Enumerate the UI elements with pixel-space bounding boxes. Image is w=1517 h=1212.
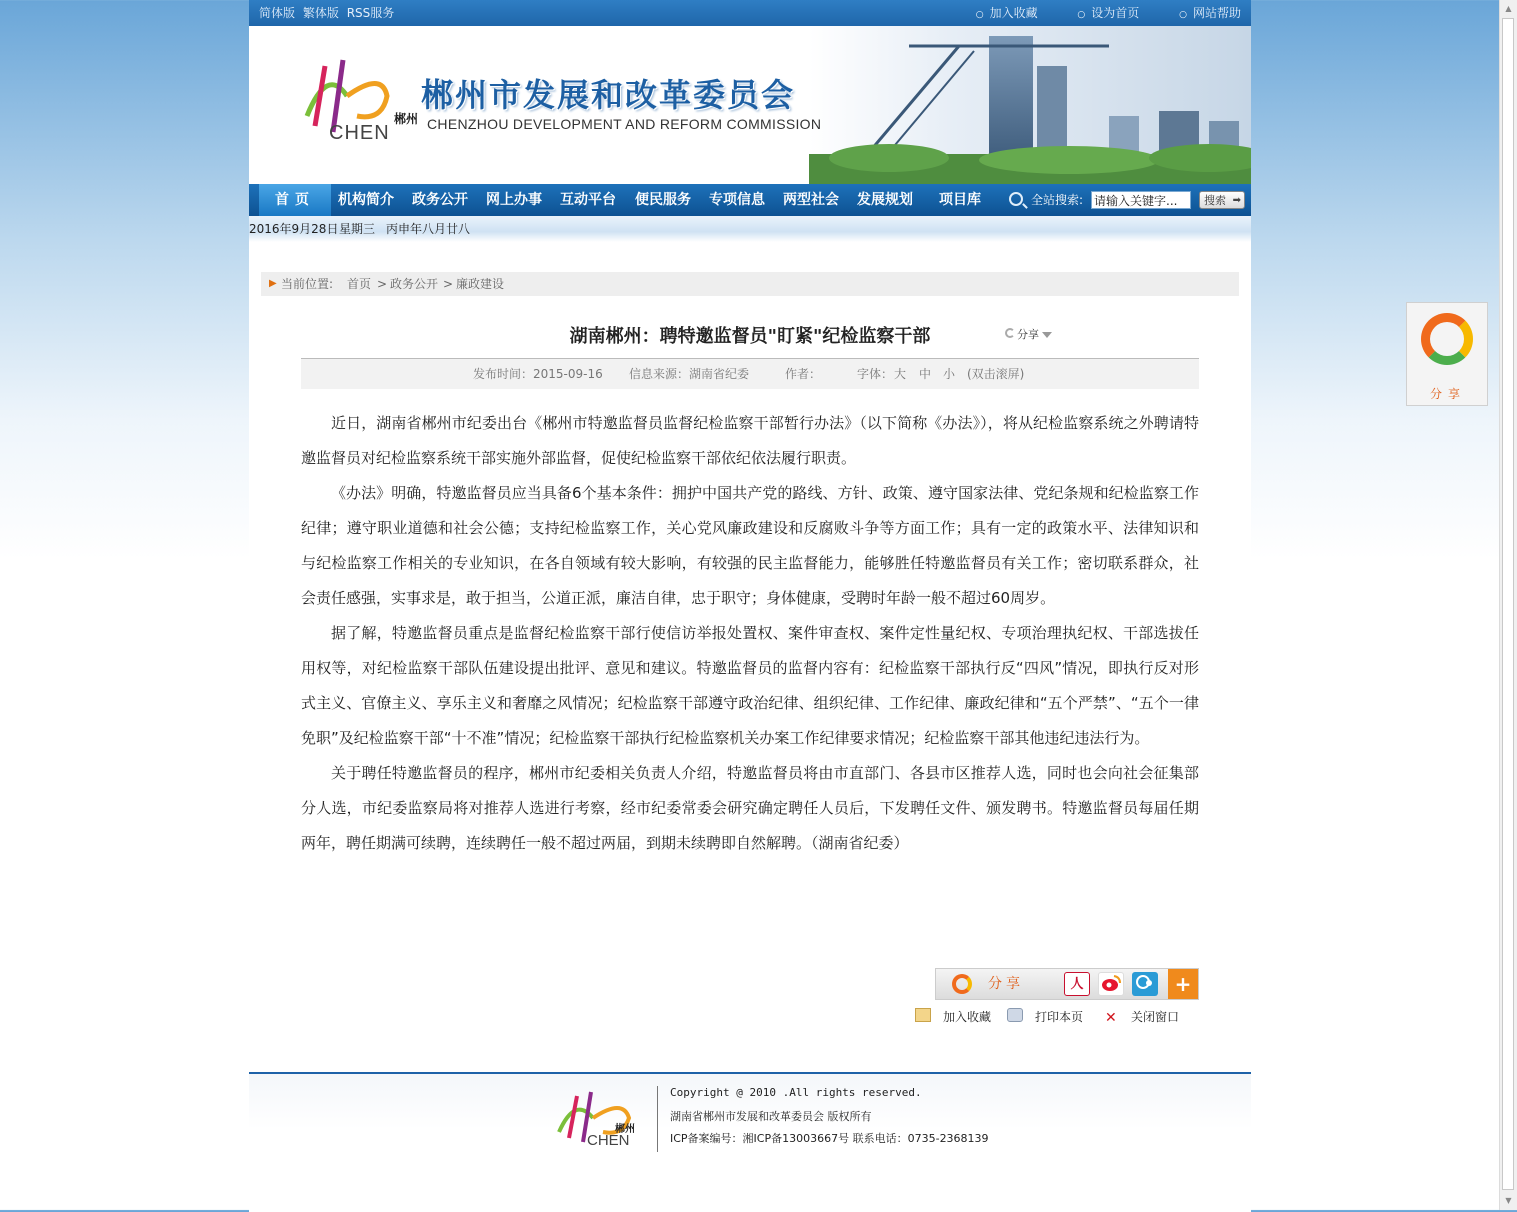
font-size-medium[interactable]: 中 xyxy=(919,367,932,381)
nav-item-special-info[interactable]: 专项信息 xyxy=(709,192,765,208)
font-size-label: 字体： xyxy=(857,367,894,381)
header-banner xyxy=(249,26,1251,184)
nav-item-interaction[interactable]: 互动平台 xyxy=(560,192,616,208)
share-bar-label: 分享 xyxy=(988,976,1024,992)
top-bar xyxy=(249,0,1251,26)
date-bar xyxy=(249,216,1251,242)
breadcrumb-clean-governance[interactable]: 廉政建设 xyxy=(456,277,505,291)
nav-item-government-affairs[interactable]: 政务公开 xyxy=(412,192,468,208)
breadcrumb xyxy=(261,272,1239,296)
search-input[interactable] xyxy=(1091,191,1191,209)
close-window-tool[interactable] xyxy=(1105,1008,1179,1026)
breadcrumb-label: 当前位置: xyxy=(281,277,334,291)
vertical-scrollbar[interactable] xyxy=(1499,0,1517,1210)
nav-item-organization[interactable]: 机构简介 xyxy=(338,192,394,208)
breadcrumb-government-affairs[interactable]: 政务公开 xyxy=(390,277,439,291)
footer-logo-en: CHEN xyxy=(587,1132,630,1149)
scrollbar-thumb[interactable] xyxy=(1502,18,1514,1190)
close-icon: ✕ xyxy=(1105,1010,1117,1026)
nav-item-online-services[interactable]: 网上办事 xyxy=(486,192,542,208)
printer-icon xyxy=(1007,1008,1023,1022)
publish-time: 发布时间：2015-09-16 xyxy=(473,367,603,381)
traditional-link[interactable]: 繁体版 xyxy=(302,6,339,20)
share-bar xyxy=(935,968,1199,1000)
people-share-icon[interactable]: 人 xyxy=(1064,972,1090,996)
breadcrumb-arrow-icon: ▶ xyxy=(269,278,277,289)
font-size-large[interactable]: 大 xyxy=(894,367,907,381)
article-paragraph: 《办法》明确，特邀监督员应当具备6个基本条件：拥护中国共产党的路线、方针、政策、遵守国家法律、党纪条规和纪检监察工作纪律；遵守职业道德和社会公德；支持纪检监察工作，关心党风廉政建设和反腐败斗争等方面工作；具有一定的政策水平、法律知识和与纪检监察工作相关的专业知识，在各自领域有较大影响，有较强的民主监督能力，能够胜任特邀监督员有关工作；密切联系群众，社会责任感强，实事求是，敢于担当，公道正派，廉洁自律，忠于职守；身体健康，受聘时年龄一般不超过60周岁。 xyxy=(301,484,1199,607)
print-label: 打印本页 xyxy=(1035,1010,1084,1024)
breadcrumb-separator-icon: > xyxy=(377,277,388,291)
info-source: 信息来源：湖南省纪委 xyxy=(629,367,750,381)
font-size-small[interactable]: 小 xyxy=(943,367,956,381)
article-paragraph: 据了解，特邀监督员重点是监督纪检监察干部行使信访举报处置权、案件审查权、案件定性量纪权、专项治理执纪权、干部选拔任用权等，对纪检监察干部队伍建设提出批评、意见和建议。特邀监督员的监督内容有：纪检监察干部执行反“四风”情况，即执行反对形式主义、官僚主义、享乐主义和奢靡之风情况；纪检监察干部遵守政治纪律、组织纪律、工作纪律、廉政纪律和“五个严禁”、“五个一律免职”及纪检监察干部“十不准”情况；纪检监察干部执行纪检监察机关办案工作纪律要求情况；纪检监察干部其他违纪违法行为。 xyxy=(301,624,1199,747)
search-label: 全站搜索: xyxy=(1031,193,1084,207)
floating-share-label: 分享 xyxy=(1429,387,1466,401)
site-help-link[interactable]: ○ 网站帮助 xyxy=(1179,6,1241,20)
article-share-button[interactable] xyxy=(1005,326,1052,342)
current-weekday: 星期三 xyxy=(339,222,376,236)
breadcrumb-home[interactable]: 首页 xyxy=(347,277,372,291)
nav-item-two-oriented-society[interactable]: 两型社会 xyxy=(783,192,839,208)
logo-text-en: CHEN xyxy=(329,122,390,144)
main-navigation xyxy=(249,184,1251,216)
footer-copyright: Copyright @ 2010 .All rights reserved. xyxy=(670,1086,922,1099)
search-icon xyxy=(1009,192,1023,206)
nav-home[interactable]: 首页 xyxy=(259,184,331,216)
close-window-label: 关闭窗口 xyxy=(1131,1010,1180,1024)
scroll-down-arrow-icon[interactable]: ▼ xyxy=(1505,1196,1512,1205)
article-paragraph: 近日，湖南省郴州市纪委出台《郴州市特邀监督员监督纪检监察干部暂行办法》（以下简称《办法》），将从纪检监察系统之外聘请特邀监督员对纪检监察系统干部实施外部监督，促使纪检监察干部依纪依法履行职责。 xyxy=(301,414,1199,467)
share-logo-icon xyxy=(1421,313,1473,365)
breadcrumb-separator-icon: > xyxy=(443,277,454,291)
weibo-share-icon[interactable] xyxy=(1098,972,1124,996)
footer xyxy=(249,1072,1251,1212)
nav-item-project-library[interactable]: 项目库 xyxy=(939,192,981,208)
search-button[interactable]: 搜索 ➡ xyxy=(1199,191,1245,209)
share-logo-icon xyxy=(1005,328,1015,338)
rss-link[interactable]: RSS服务 xyxy=(346,6,395,20)
site-title: 郴州市发展和改革委员会 xyxy=(421,76,796,114)
nav-item-public-services[interactable]: 便民服务 xyxy=(635,192,691,208)
tencent-share-icon[interactable] xyxy=(1132,972,1158,996)
article-body xyxy=(301,406,1199,861)
nav-item-development-planning[interactable]: 发展规划 xyxy=(857,192,913,208)
add-favorite-link[interactable]: ○ 加入收藏 xyxy=(976,6,1038,20)
footer-owner: 湖南省郴州市发展和改革委员会 版权所有 xyxy=(670,1110,872,1123)
footer-divider xyxy=(657,1086,658,1152)
print-tool[interactable] xyxy=(1007,1008,1083,1026)
page-container xyxy=(249,0,1251,1210)
lunar-date: 丙申年八月廿八 xyxy=(386,222,471,236)
current-date: 2016年9月28日 xyxy=(249,222,339,236)
article-paragraph: 关于聘任特邀监督员的程序，郴州市纪委相关负责人介绍，特邀监督员将由市直部门、各县市区推荐人选，同时也会向社会征集部分人选，市纪委监察局将对推荐人选进行考察，经市纪委常委会研究确定聘任人员后，下发聘任文件、颁发聘书。特邀监督员每届任期两年，聘任期满可续聘，连续聘任一般不超过两届，到期未续聘即自然解聘。（湖南省纪委） xyxy=(301,764,1199,852)
skyline-illustration xyxy=(809,26,1251,184)
add-favorite-tool[interactable] xyxy=(915,1008,991,1026)
scroll-up-arrow-icon[interactable]: ▲ xyxy=(1505,4,1512,13)
footer-logo-cn: 郴州 xyxy=(615,1124,635,1135)
article-title: 湖南郴州：聘特邀监督员"盯紧"纪检监察干部 xyxy=(569,326,931,347)
article-share-label: 分享 xyxy=(1017,328,1039,341)
article-meta xyxy=(301,358,1199,389)
simplified-link[interactable]: 简体版 xyxy=(259,6,296,20)
floating-share-widget[interactable] xyxy=(1406,302,1488,406)
site-subtitle: CHENZHOU DEVELOPMENT AND REFORM COMMISSION xyxy=(427,116,822,132)
scroll-hint: (双击滚屏) xyxy=(967,367,1025,381)
author: 作者： xyxy=(785,367,822,381)
footer-icp: ICP备案编号：湘ICP备13003667号 联系电话：0735-2368139 xyxy=(670,1132,989,1145)
set-homepage-link[interactable]: ○ 设为首页 xyxy=(1077,6,1139,20)
folder-icon xyxy=(915,1008,931,1022)
dropdown-arrow-icon xyxy=(1042,332,1052,338)
share-logo-icon xyxy=(952,974,972,994)
add-favorite-label: 加入收藏 xyxy=(943,1010,992,1024)
logo-text-cn: 郴州 xyxy=(394,112,419,126)
more-share-button[interactable]: + xyxy=(1168,969,1198,999)
